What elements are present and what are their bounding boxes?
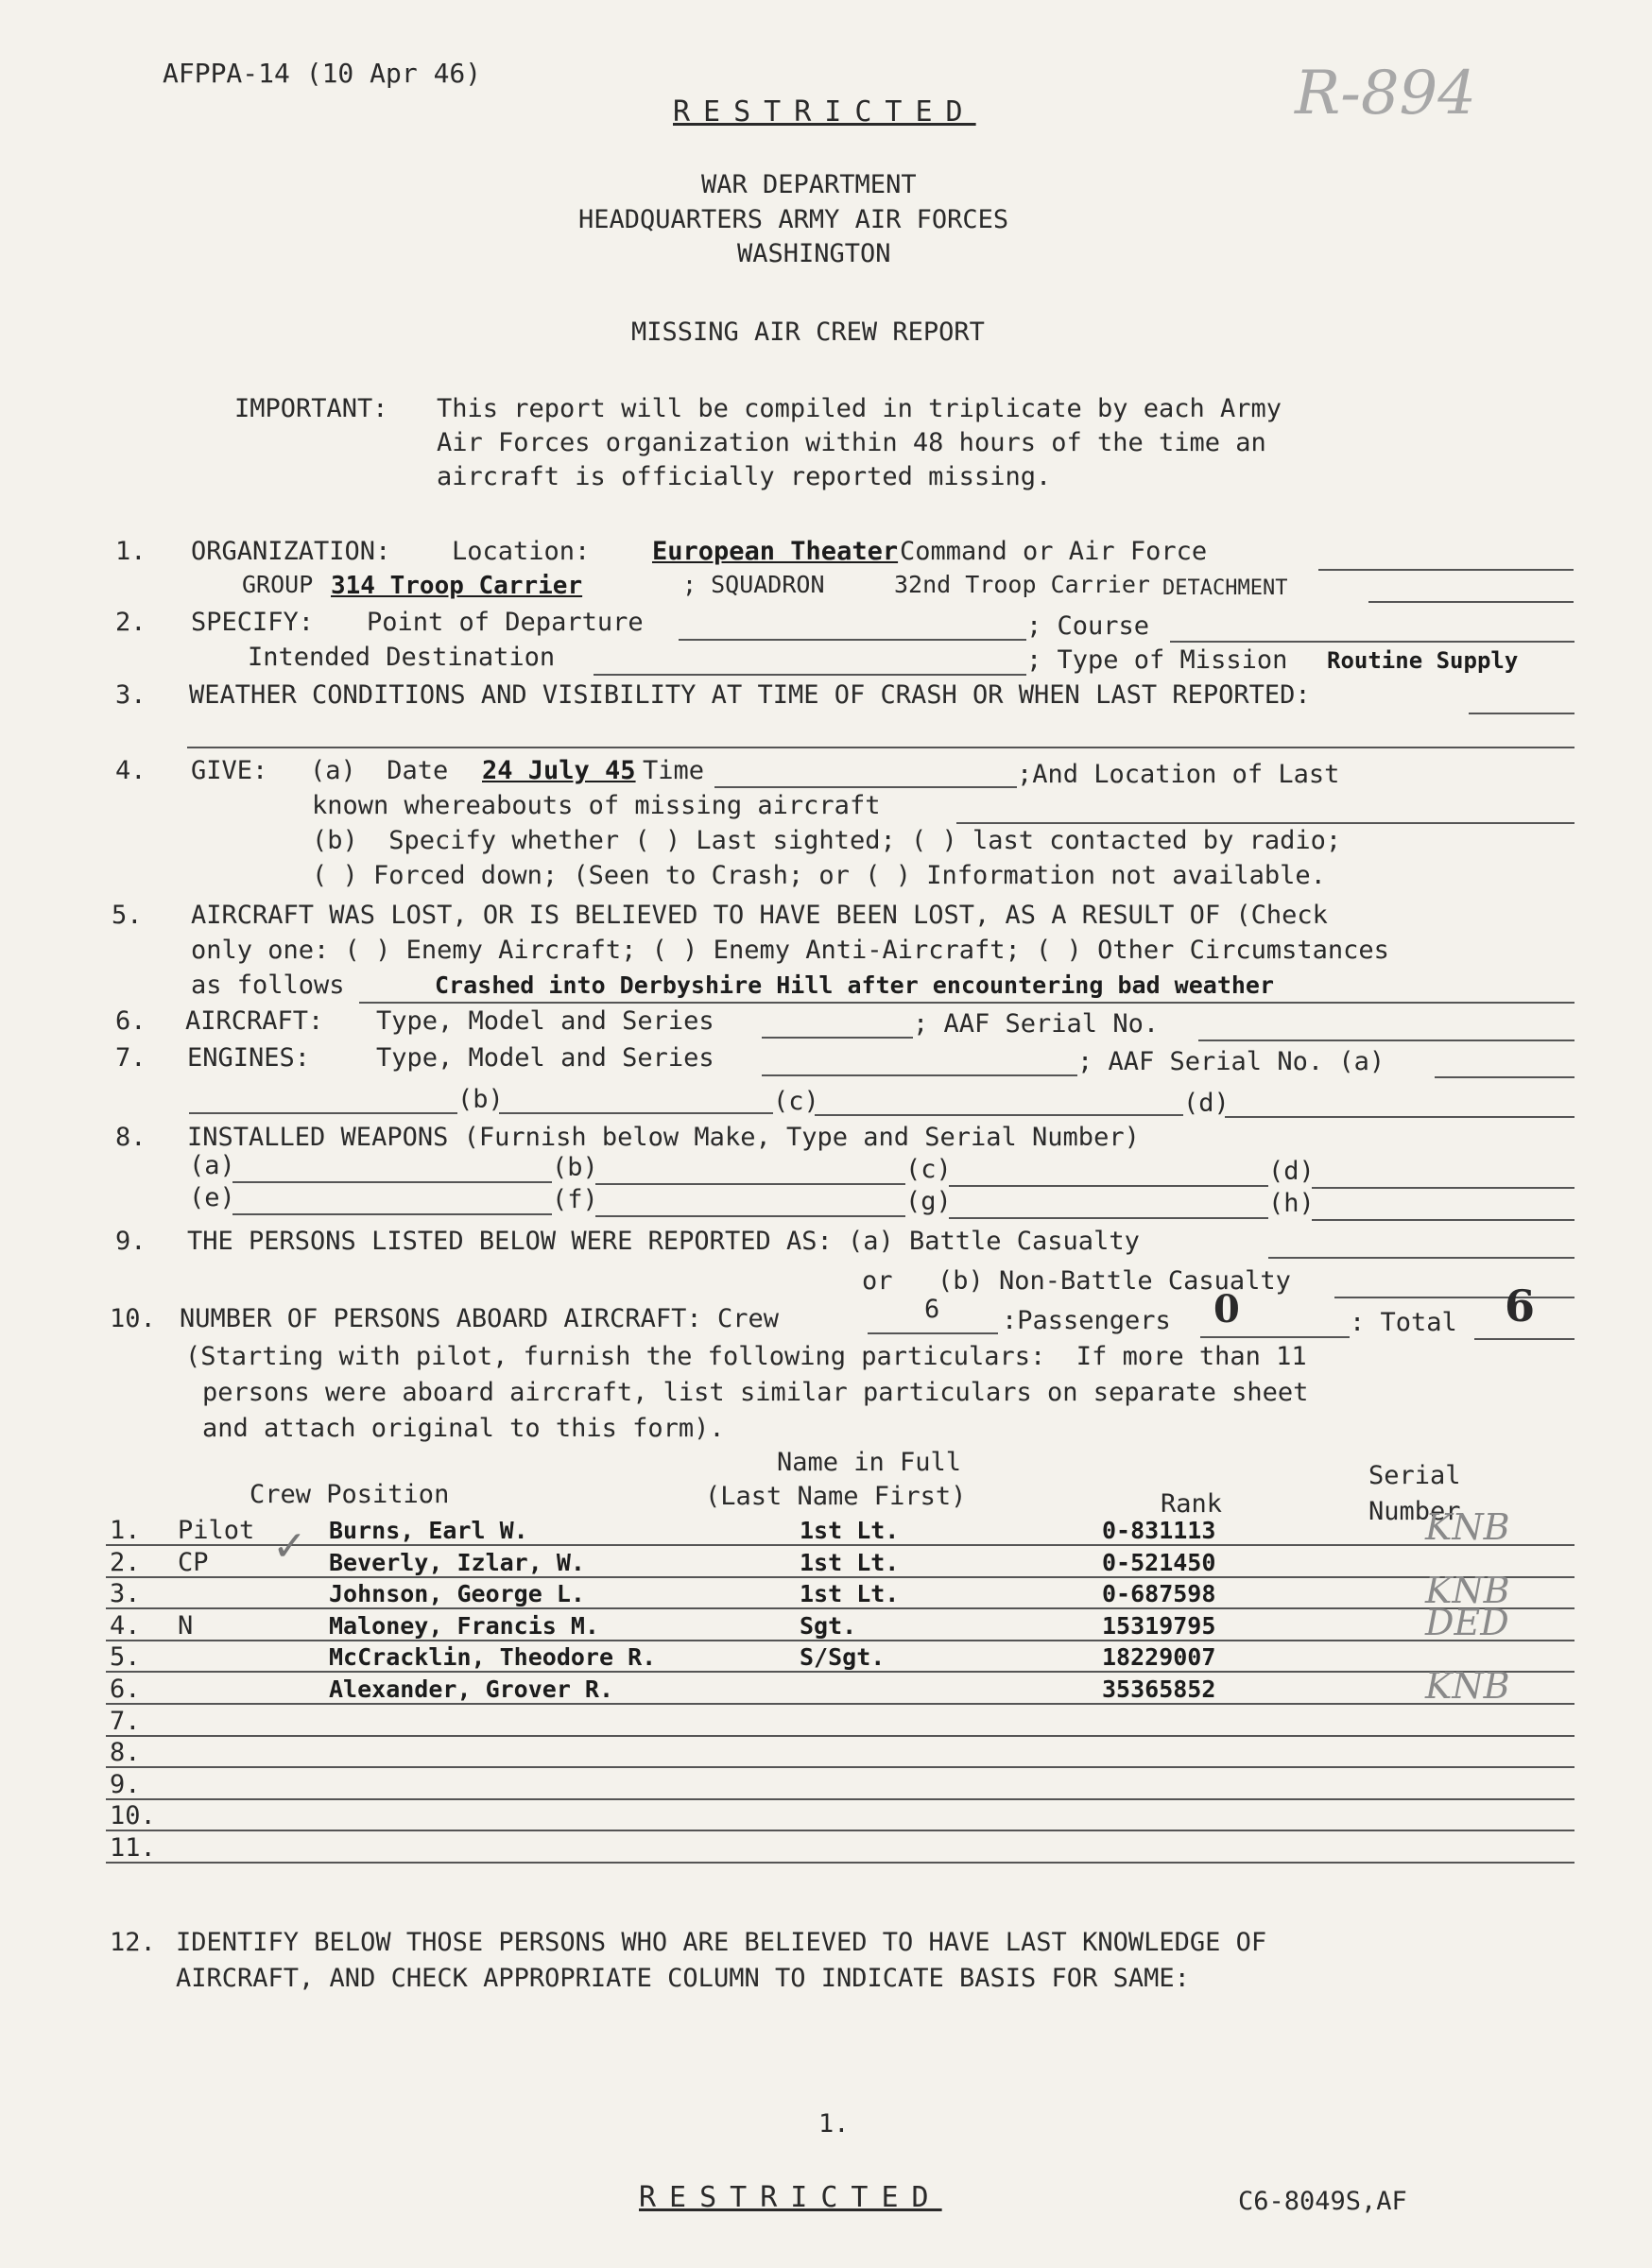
item7-d-line: [1225, 1116, 1575, 1118]
item5-follows-line: [359, 1002, 1575, 1004]
crew-row-note: DED: [1425, 1602, 1509, 1643]
crew-row-rule: [106, 1830, 1575, 1831]
item7-serial-label: ; AAF Serial No. (a): [1077, 1047, 1385, 1076]
item5-num: 5.: [112, 901, 143, 930]
crew-row-serial: 18229007: [1102, 1643, 1216, 1671]
item3-line: [187, 747, 1575, 748]
item10-crew-line: [868, 1332, 998, 1334]
crew-row-note: KNB: [1425, 1665, 1510, 1707]
crew-row-name: Maloney, Francis M.: [329, 1612, 599, 1640]
item7-serial-a-line: [1435, 1076, 1575, 1078]
item4-location-label: ;And Location of Last: [1017, 760, 1340, 789]
crew-row-rule: [106, 1766, 1575, 1768]
item7-b-pre-line: [189, 1112, 457, 1114]
item9-num: 9.: [115, 1227, 146, 1256]
item8-b: (b): [552, 1153, 598, 1182]
item10-note3: and attach original to this form).: [202, 1414, 725, 1443]
item8-a: (a): [189, 1151, 235, 1180]
item10-passengers-value: 0: [1213, 1287, 1240, 1332]
item9-or: or: [862, 1266, 893, 1296]
item8-g-line: [949, 1217, 1268, 1219]
crew-header-name2: (Last Name First): [705, 1482, 967, 1511]
item4-time-line: [714, 786, 1017, 788]
item7-b-line: [499, 1112, 773, 1114]
item7-label: ENGINES:: [187, 1043, 311, 1073]
item8-f: (f): [552, 1185, 598, 1214]
important-label: IMPORTANT:: [234, 394, 388, 423]
crew-row-serial: 0-521450: [1102, 1549, 1216, 1576]
item9-text: THE PERSONS LISTED BELOW WERE REPORTED AS: (a) Battle Casualty: [187, 1227, 1140, 1256]
item10-num: 10.: [110, 1304, 156, 1333]
item2-departure-label: Point of Departure: [367, 608, 644, 637]
crew-row-name: Burns, Earl W.: [329, 1517, 528, 1544]
item10-crew-value: 6: [924, 1295, 940, 1324]
item3-text: WEATHER CONDITIONS AND VISIBILITY AT TIME OF CRASH OR WHEN LAST REPORTED:: [189, 680, 1311, 710]
crew-row-serial: 35365852: [1102, 1675, 1216, 1703]
crew-row-number: 7.: [110, 1707, 141, 1736]
item4-date-label: (a) Date: [310, 756, 449, 785]
crew-row-position: Pilot: [178, 1516, 255, 1545]
item2-num: 2.: [115, 608, 146, 637]
crew-row-number: 9.: [110, 1770, 141, 1799]
crew-row-rule: [106, 1735, 1575, 1737]
crew-row-number: 1.: [110, 1516, 141, 1545]
crew-row-number: 2.: [110, 1548, 141, 1577]
item5-follows-label: as follows: [191, 971, 345, 1000]
item10-passengers-line: [1200, 1336, 1350, 1338]
crew-row-serial: 15319795: [1102, 1612, 1216, 1640]
item4-date-value: 24 July 45: [482, 756, 636, 785]
item5-follows-value: Crashed into Derbyshire Hill after encountering bad weather: [435, 971, 1275, 999]
item8-c: (c): [905, 1155, 952, 1184]
item1-location-value: European Theater: [652, 537, 899, 566]
item10-label: NUMBER OF PERSONS ABOARD AIRCRAFT: Crew: [180, 1304, 779, 1333]
header-line2: HEADQUARTERS ARMY AIR FORCES: [578, 205, 1009, 234]
item6-label: AIRCRAFT:: [185, 1006, 324, 1036]
important-line2: Air Forces organization within 48 hours of the time an: [437, 428, 1266, 457]
item10-passengers-label: :Passengers: [1002, 1306, 1171, 1335]
item8-d: (d): [1268, 1157, 1315, 1186]
item1-command-label: Command or Air Force: [900, 537, 1208, 566]
crew-row-rule: [106, 1862, 1575, 1864]
item6-type-line: [762, 1037, 913, 1039]
crew-row-rank: 1st Lt.: [800, 1580, 900, 1607]
important-line3: aircraft is officially reported missing.: [437, 462, 1052, 491]
item1-num: 1.: [115, 537, 146, 566]
item7-b-label: (b): [457, 1085, 504, 1114]
classification-top: RESTRICTED: [673, 95, 976, 129]
crew-row-rank: 1st Lt.: [800, 1549, 900, 1576]
item4-label: GIVE:: [191, 756, 268, 785]
item4-known-line: known whereabouts of missing aircraft: [312, 791, 881, 820]
item1-label: ORGANIZATION:: [191, 537, 391, 566]
crew-row-number: 11.: [110, 1833, 156, 1863]
crew-row-number: 5.: [110, 1642, 141, 1672]
item1-group-label: GROUP: [242, 571, 314, 598]
item2-destination-label: Intended Destination: [248, 643, 556, 672]
item8-g: (g): [905, 1187, 952, 1216]
crew-row-serial: 0-687598: [1102, 1580, 1216, 1607]
item12-num: 12.: [110, 1928, 156, 1957]
handwritten-check-mark: ✓: [272, 1522, 307, 1571]
item8-b-line: [595, 1183, 905, 1185]
item10-note1: (Starting with pilot, furnish the following particulars: If more than 11: [185, 1342, 1307, 1371]
item2-course-label: ; Course: [1026, 611, 1150, 641]
crew-row-rank: Sgt.: [800, 1612, 857, 1640]
item10-total-value: 6: [1505, 1280, 1536, 1332]
crew-row-rank: 1st Lt.: [800, 1517, 900, 1544]
crew-row-number: 10.: [110, 1801, 156, 1830]
item3-num: 3.: [115, 680, 146, 710]
item8-text: INSTALLED WEAPONS (Furnish below Make, Type and Serial Number): [187, 1123, 1140, 1152]
item12-line2: AIRCRAFT, AND CHECK APPROPRIATE COLUMN TO INDICATE BASIS FOR SAME:: [176, 1964, 1190, 1993]
item4-b-line1: (b) Specify whether ( ) Last sighted; ( ) last contacted by radio;: [312, 826, 1342, 855]
crew-row-position: N: [178, 1611, 194, 1641]
item8-e-line: [232, 1213, 552, 1215]
footer-code: C6-8049S,AF: [1238, 2187, 1407, 2216]
item5-line1: AIRCRAFT WAS LOST, OR IS BELIEVED TO HAVE BEEN LOST, AS A RESULT OF (Check: [191, 901, 1328, 930]
item2-mission-label: ; Type of Mission: [1026, 645, 1288, 675]
crew-row-number: 4.: [110, 1611, 141, 1641]
item2-departure-line: [679, 639, 1026, 641]
crew-row-position: CP: [178, 1548, 209, 1577]
item2-label: SPECIFY:: [191, 608, 315, 637]
item1-location-label: Location:: [452, 537, 591, 566]
crew-row-serial: 0-831113: [1102, 1517, 1216, 1544]
crew-row-note: KNB: [1425, 1506, 1510, 1548]
item1-squadron-label: ; SQUADRON: [682, 571, 825, 598]
item3-line-end: [1469, 713, 1575, 714]
item2-destination-line: [594, 674, 1026, 676]
page-title: MISSING AIR CREW REPORT: [631, 318, 985, 347]
file-number: R-894: [1295, 59, 1476, 129]
item5-line2: only one: ( ) Enemy Aircraft; ( ) Enemy Anti-Aircraft; ( ) Other Circumstances: [191, 936, 1389, 965]
header-line1: WAR DEPARTMENT: [701, 170, 917, 199]
item7-c-label: (c): [773, 1087, 819, 1116]
crew-row-note: KNB: [1425, 1570, 1510, 1611]
item7-d-label: (d): [1183, 1089, 1230, 1118]
item6-serial-label: ; AAF Serial No.: [913, 1009, 1160, 1039]
item9-b-line: [1334, 1297, 1575, 1298]
crew-header-rank: Rank: [1161, 1489, 1223, 1519]
page-number: 1.: [818, 2109, 850, 2139]
item8-f-line: [595, 1215, 905, 1217]
item8-c-line: [949, 1185, 1268, 1187]
item9-b: (b) Non-Battle Casualty: [938, 1266, 1291, 1296]
crew-row-number: 8.: [110, 1738, 141, 1767]
crew-row-number: 6.: [110, 1675, 141, 1704]
crew-row-rule: [106, 1798, 1575, 1800]
crew-row-name: Johnson, George L.: [329, 1580, 585, 1607]
item8-h: (h): [1268, 1189, 1315, 1218]
item7-c-line: [815, 1114, 1183, 1116]
item1-detachment-line: [1368, 601, 1574, 603]
header-line3: WASHINGTON: [737, 239, 891, 268]
item8-e: (e): [189, 1183, 235, 1212]
crew-header-name1: Name in Full: [777, 1448, 962, 1477]
item6-serial-line: [1198, 1040, 1575, 1041]
item7-num: 7.: [115, 1043, 146, 1073]
crew-row-name: McCracklin, Theodore R.: [329, 1643, 657, 1671]
item1-command-line: [1318, 569, 1574, 571]
crew-header-position: Crew Position: [250, 1480, 450, 1509]
item4-time-label: Time: [643, 756, 705, 785]
item4-num: 4.: [115, 756, 146, 785]
item7-type-label: Type, Model and Series: [376, 1043, 714, 1073]
item9-a-line: [1268, 1257, 1575, 1259]
item4-known-underline: [956, 822, 1575, 824]
item2-mission-value: Routine Supply: [1327, 647, 1519, 674]
crew-row-number: 3.: [110, 1579, 141, 1608]
crew-header-serial1: Serial: [1368, 1461, 1461, 1490]
crew-row-name: Beverly, Izlar, W.: [329, 1549, 585, 1576]
item7-type-line: [762, 1074, 1077, 1076]
item1-group-value: 314 Troop Carrier: [331, 572, 583, 600]
classification-bottom: RESTRICTED: [639, 2181, 942, 2214]
item8-a-line: [232, 1181, 552, 1183]
crew-row-name: Alexander, Grover R.: [329, 1675, 614, 1703]
item1-detachment-label: DETACHMENT: [1162, 576, 1288, 600]
item12-line1: IDENTIFY BELOW THOSE PERSONS WHO ARE BELIEVED TO HAVE LAST KNOWLEDGE OF: [176, 1928, 1267, 1957]
item8-num: 8.: [115, 1123, 146, 1152]
crew-row-rank: S/Sgt.: [800, 1643, 886, 1671]
form-id: AFPPA-14 (10 Apr 46): [163, 58, 482, 89]
item2-course-line: [1170, 641, 1575, 643]
item10-total-line: [1474, 1338, 1575, 1340]
item10-note2: persons were aboard aircraft, list similar particulars on separate sheet: [202, 1378, 1309, 1407]
item8-d-line: [1312, 1187, 1575, 1189]
crew-row-rule: [106, 1703, 1575, 1705]
item8-h-line: [1312, 1219, 1575, 1221]
item6-type-label: Type, Model and Series: [376, 1006, 714, 1036]
important-line1: This report will be compiled in triplicate by each Army: [437, 394, 1282, 423]
item4-b-line2: ( ) Forced down; (Seen to Crash; or ( ) Information not available.: [312, 861, 1326, 890]
item1-squadron-value: 32nd Troop Carrier: [894, 571, 1150, 598]
item6-num: 6.: [115, 1006, 146, 1036]
crew-header-serial2: Number: [1368, 1497, 1461, 1526]
item10-total-label: : Total: [1350, 1308, 1457, 1337]
